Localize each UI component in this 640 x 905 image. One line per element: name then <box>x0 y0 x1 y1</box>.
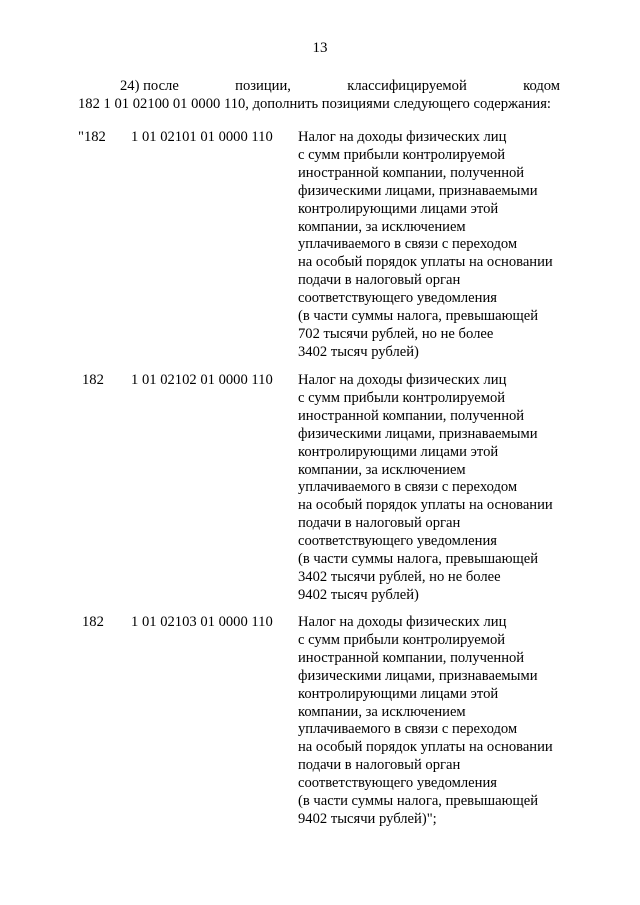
description-line: Налог на доходы физических лиц <box>298 129 507 145</box>
description-line: (в части суммы налога, превышающей <box>298 308 539 325</box>
description-line: иностранной компании, полученной <box>298 407 525 424</box>
description-line: уплачиваемого в связи с переходом <box>298 236 518 253</box>
description-line: физическими лицами, признаваемыми <box>298 425 538 442</box>
description-line: компании, за исключением <box>298 703 466 720</box>
description-line: физическими лицами, признаваемыми <box>298 667 538 684</box>
entry-description <box>298 372 568 605</box>
description-line: Налог на доходы физических лиц <box>298 372 507 388</box>
entry-code: 1 01 02102 01 0000 110 <box>131 372 273 388</box>
entry-prefix: "182 <box>78 129 106 145</box>
description-line: иностранной компании, полученной <box>298 164 525 181</box>
page-number: 13 <box>312 40 328 56</box>
description-line: 702 тысячи рублей, но не более <box>298 325 494 342</box>
description-line: компании, за исключением <box>298 218 466 235</box>
intro-paragraph <box>78 77 560 113</box>
description-line: контролирующими лицами этой <box>298 200 499 217</box>
description-line: Налог на доходы физических лиц <box>298 614 507 630</box>
description-line: (в части суммы налога, превышающей <box>298 793 539 810</box>
description-line: физическими лицами, признаваемыми <box>298 182 538 199</box>
description-line: на особый порядок уплаты на основании <box>298 254 553 271</box>
description-line: контролирующими лицами этой <box>298 443 499 460</box>
description-line: с сумм прибыли контролируемой <box>298 389 506 406</box>
intro-line-1 <box>78 77 560 95</box>
description-line: соответствующего уведомления <box>298 775 497 792</box>
description-line: (в части суммы налога, превышающей <box>298 551 539 568</box>
description-line: подачи в налоговый орган <box>298 757 461 774</box>
description-line: с сумм прибыли контролируемой <box>298 631 506 648</box>
description-line: соответствующего уведомления <box>298 290 497 307</box>
entry-prefix: 182 <box>82 614 104 630</box>
intro-word: кодом <box>523 78 560 94</box>
intro-word: позиции, <box>235 78 291 94</box>
description-line: 3402 тысяч рублей) <box>298 343 419 360</box>
description-line: на особый порядок уплаты на основании <box>298 739 553 756</box>
description-line: уплачиваемого в связи с переходом <box>298 721 518 738</box>
intro-word: классифицируемой <box>347 78 467 94</box>
description-line: компании, за исключением <box>298 461 466 478</box>
description-line: 9402 тысяч рублей) <box>298 586 419 603</box>
entry-code: 1 01 02103 01 0000 110 <box>131 614 273 630</box>
description-line: контролирующими лицами этой <box>298 685 499 702</box>
entry-code: 1 01 02101 01 0000 110 <box>131 129 273 145</box>
description-line: на особый порядок уплаты на основании <box>298 497 553 514</box>
entry-description <box>298 614 568 829</box>
description-line: иностранной компании, полученной <box>298 649 525 666</box>
description-line: уплачиваемого в связи с переходом <box>298 479 518 496</box>
intro-line-2: 182 1 01 02100 01 0000 110, дополнить позициями следующего содержания: <box>78 96 551 112</box>
description-line: подачи в налоговый орган <box>298 515 461 532</box>
entry-description <box>298 129 568 362</box>
description-line: соответствующего уведомления <box>298 533 497 550</box>
description-line: 3402 тысячи рублей, но не более <box>298 568 501 585</box>
description-line: подачи в налоговый орган <box>298 272 461 289</box>
description-line: 9402 тысячи рублей)"; <box>298 810 437 827</box>
description-line: с сумм прибыли контролируемой <box>298 146 506 163</box>
intro-word: 24) после <box>120 78 179 94</box>
entry-prefix: 182 <box>82 372 104 388</box>
